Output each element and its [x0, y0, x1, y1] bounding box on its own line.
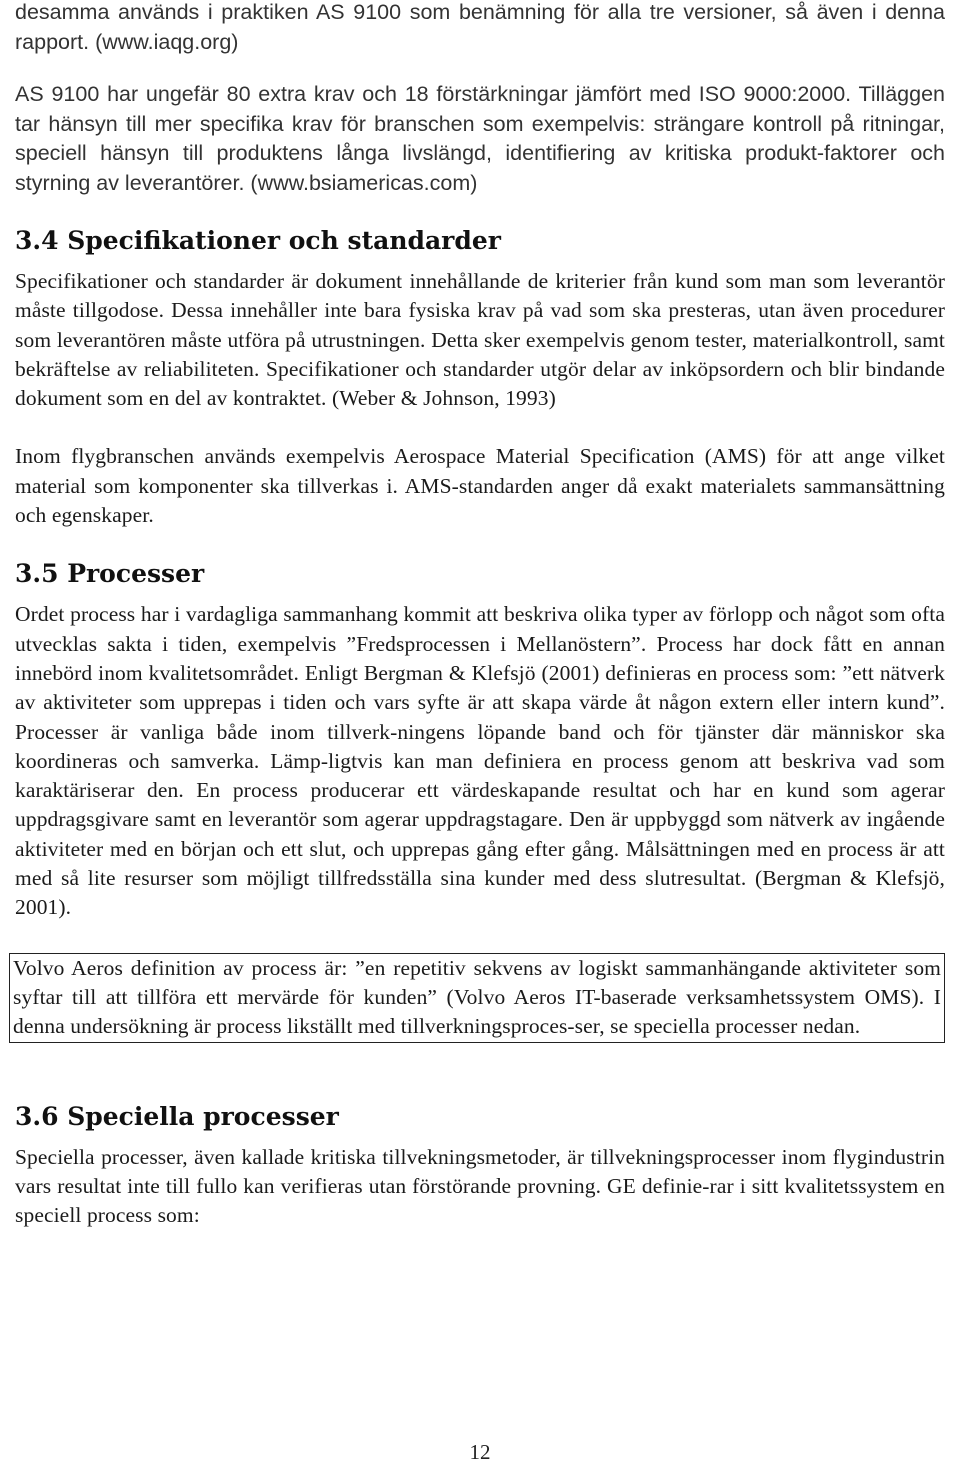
section-3-4-paragraph-1: Specifikationer och standarder är dokument innehållande de kriterier från kund som man som leverantör måste tillgodose. Dessa innehåller inte bara fysiska krav på vad som ska presteras, utan även procedurer som leverantören måste utföra på utrustningen. Detta sker exempelvis genom tester, materialkontroll, samt bekräftelse av reliabiliteten. Specifikationer och standarder utgör delar av inköpsordern och blir bindande dokument som en del av kontraktet. (Weber & Johnson, 1993): [15, 269, 945, 411]
section-3-4-paragraph-2: Inom flygbranschen används exempelvis Aerospace Material Specification (AMS) för att ange vilket material som komponenter ska tillverkas i. AMS-standarden anger då exakt materialets sammansättning och egenskaper.: [15, 444, 945, 528]
section-3-4-heading: 3.4 Specifikationer och standarder: [15, 226, 501, 255]
document-page: [15, 0, 945, 1230]
section-3-5-heading: 3.5 Processer: [15, 559, 205, 589]
intro-paragraph-1: desamma används i praktiken AS 9100 som benämning för alla tre versioner, så även i denna rapport. (www.iaqg.org): [15, 0, 945, 54]
page-number: 12: [469, 1440, 491, 1464]
section-3-6-heading: 3.6 Speciella processer: [15, 1101, 339, 1131]
intro-paragraph-2: AS 9100 har ungefär 80 extra krav och 18 förstärkningar jämfört med ISO 9000:2000. Tilläggen tar hänsyn till mer specifika krav för branschen som exempelvis: strängare kontroll på ritningar, speciell hänsyn till produktens långa livslängd, identifiering av kritiska produkt-faktorer och styrning av leverantörer. (www.bsiamericas.com): [15, 82, 945, 195]
definition-box: [9, 953, 945, 1043]
definition-box-text: Volvo Aeros definition av process är: ”en repetitiv sekvens av logiskt sammanhängande aktiviteter som syftar till att tillföra ett mervärde för kunden” (Volvo Aeros IT-baserade verksamhetssystem OMS). I denna undersökning är process likställt med tillverkningsproces-ser, se speciella processer nedan.: [13, 955, 941, 1039]
section-3-6-paragraph-1: Speciella processer, även kallade kritiska tillvekningsmetoder, är tillvekningsprocesser inom flygindustrin vars resultat inte till fullo kan verifieras utan förstörande provning. GE definie-rar i sitt kvalitetssystem en speciell process som:: [15, 1144, 945, 1228]
section-3-5-paragraph-1: Ordet process har i vardagliga sammanhang kommit att beskriva olika typer av förlopp och något som ofta utvecklas sakta i tiden, exempelvis ”Fredsprocessen i Mellanöstern”. Process har dock fått en annan innebörd inom kvalitetsområdet. Enligt Bergman & Klefsjö (2001) definieras en process som: ”ett nätverk av aktiviteter som upprepas i tiden och vars syfte är att skapa värde åt någon extern eller intern kund”. Processer är vanliga både inom tillverk-ningens löpande band och för tjänster där människor ska koordineras och samverka. Lämp-ligtvis kan man definiera en process genom att beskriva vad som karaktäriserar den. En process producerar ett värdeskapande resultat och har en kund som agerar uppdragsgivare samt en leverantör som agerar uppdragstagare. Den är uppbyggd som nätverk av ingående aktiviteter med en början och ett slut, och upprepas gång efter gång. Målsättningen med en process är att med så lite resurser som möjligt tillfredsställa sina kunder med dess slutresultat. (Bergman & Klefsjö, 2001).: [15, 602, 945, 920]
